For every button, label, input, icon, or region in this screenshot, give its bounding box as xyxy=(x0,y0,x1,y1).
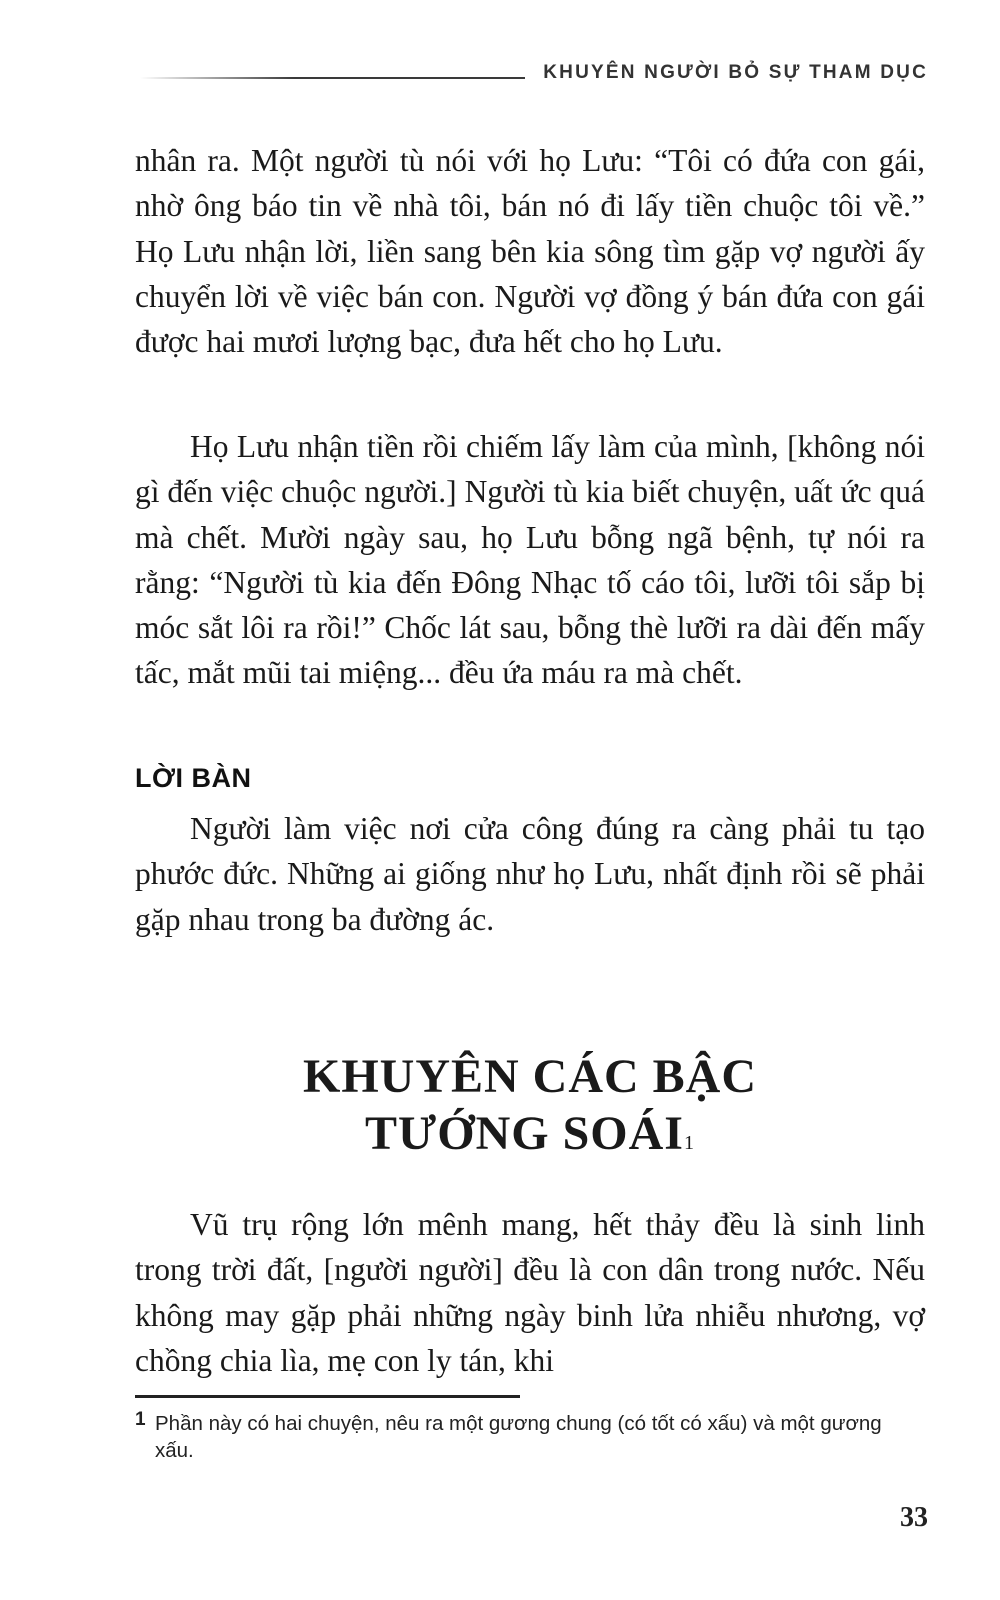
comment-paragraph: Người làm việc nơi cửa công đúng ra càng phải tu tạo phước đức. Những ai giống như họ Lưu, nhất định rồi sẽ phải gặp nhau trong ba đường ác. xyxy=(135,811,925,937)
chapter-title-line-1: KHUYÊN CÁC BẬC xyxy=(302,1050,757,1103)
running-header xyxy=(140,58,928,88)
chapter-opening-paragraph: Vũ trụ rộng lớn mênh mang, hết thảy đều là sinh linh trong trời đất, [người người] đều là con dân trong nước. Nếu không may gặp phải những ngày binh lửa nhiễu nhương, vợ chồng chia lìa, mẹ con ly tán, khi xyxy=(135,1207,925,1378)
page-number: 33 xyxy=(900,1502,928,1533)
header-rule xyxy=(140,77,525,79)
footnote-reference[interactable]: 1 xyxy=(683,1132,695,1154)
footnote-marker: 1 xyxy=(135,1409,146,1430)
footnote-rule xyxy=(135,1395,520,1398)
chapter-title xyxy=(135,1048,925,1162)
footnote xyxy=(135,1410,925,1464)
comment-heading: LỜI BÀN xyxy=(135,763,252,793)
chapter-title-line-2 xyxy=(135,1105,925,1162)
body-paragraph: nhân ra. Một người tù nói với họ Lưu: “Tôi có đứa con gái, nhờ ông báo tin về nhà tôi, bán nó đi lấy tiền chuộc tôi về.” Họ Lưu nhận lời, liền sang bên kia sông tìm gặp vợ người ấy chuyển lời về việc bán con. Người vợ đồng ý bán đứa con gái được hai mươi lượng bạc, đưa hết cho họ Lưu. xyxy=(135,143,925,360)
chapter-title-line-2-text: TƯỚNG SOÁI xyxy=(365,1107,684,1160)
footnote-text: Phần này có hai chuyện, nêu ra một gương chung (có tốt có xấu) và một gương xấu. xyxy=(155,1412,882,1462)
running-title: KHUYÊN NGƯỜI BỎ SỰ THAM DỤC xyxy=(543,62,928,83)
body-paragraph: Họ Lưu nhận tiền rồi chiếm lấy làm của mình, [không nói gì đến việc chuộc người.] Người tù kia biết chuyện, uất ức quá mà chết. Mười ngày sau, họ Lưu bỗng ngã bệnh, tự nói ra rằng: “Người tù kia đến Đông Nhạc tố cáo tôi, lưỡi tôi sắp bị móc sắt lôi ra rồi!” Chốc lát sau, bỗng thè lưỡi ra dài đến mấy tấc, mắt mũi tai miệng... đều ứa máu ra mà chết. xyxy=(135,429,925,691)
